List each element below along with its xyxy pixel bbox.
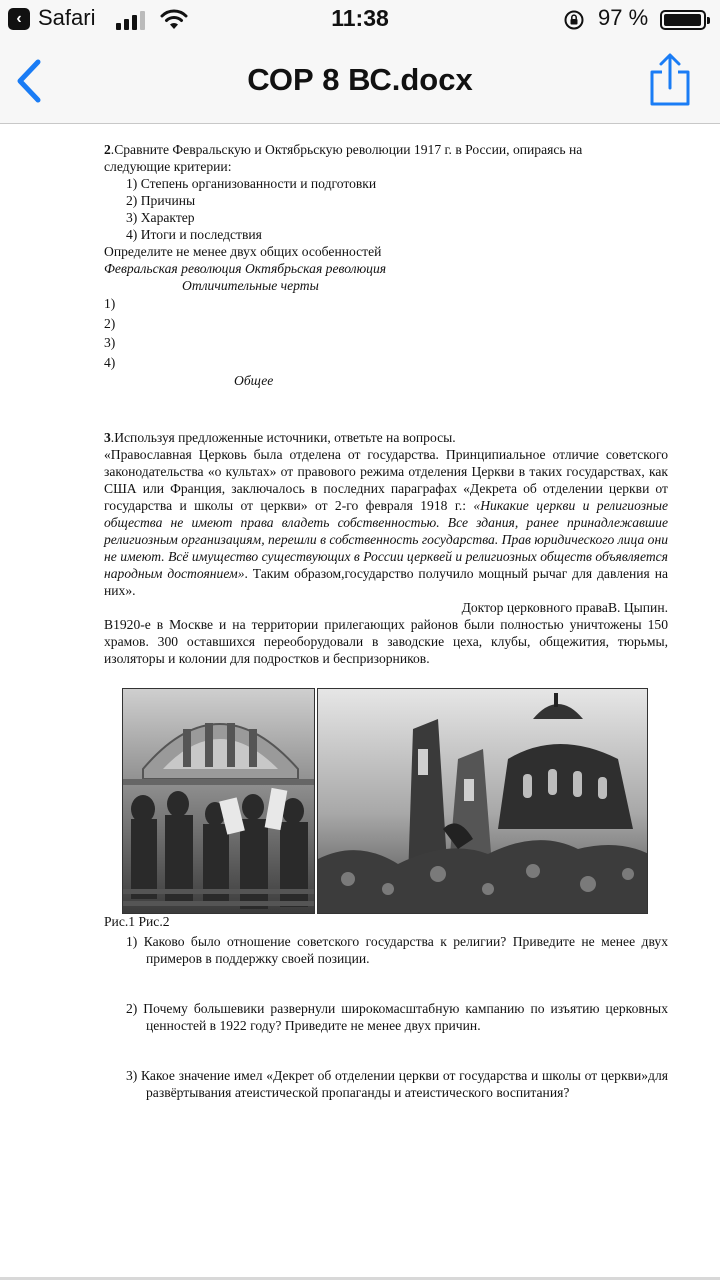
common-label: Общее bbox=[234, 373, 274, 388]
document-title: СОР 8 ВС.docx bbox=[247, 62, 473, 97]
question-list bbox=[126, 933, 668, 1101]
task2-intro-cont: следующие критерии: bbox=[104, 159, 232, 174]
question-item: 2) Почему большевики развернули широкомасштабную кампанию по изъятию церковных ценностей в 1922 году? Приведите не менее двух причин. bbox=[126, 1001, 668, 1033]
table-header: Февральская революция Октябрьская революция bbox=[104, 261, 387, 276]
navigation-bar bbox=[0, 40, 720, 124]
battery-icon bbox=[660, 10, 706, 30]
task3-intro: 3.Используя предложенные источники, ответьте на вопросы. bbox=[104, 430, 456, 445]
photo-figure-2 bbox=[317, 688, 648, 914]
document-body bbox=[104, 141, 668, 667]
question-item: 3) Какое значение имел «Декрет об отделении церкви от государства и школы от церкви»для развёртывания атеистической пропаганды и атеистического воспитания? bbox=[126, 1068, 668, 1100]
task2-intro: 2.Сравните Февральскую и Октябрьскую революции 1917 г. в России, опираясь на bbox=[104, 142, 583, 157]
criterion-item: 3) Характер bbox=[126, 210, 195, 225]
criterion-item: 1) Степень организованности и подготовки bbox=[126, 176, 377, 191]
source-quote: «Православная Церковь была отделена от государства. Принципиальное отличие советского законодательства «о культах» от правового режима отделения Церкви в таких государствах, как США или Франция, заключалось в последних параграфах «Декрета об отделении церкви от государства и школы от церкви» от 2-го февраля 1918 г.: «Никакие церкви и религиозные общества не имеют права владеть собственностью. Все здания, ранее принадлежавшие религиозным организациям, перешли в собственность государства. Прав юридического лица они не имеют. Всё имущество существующих в России церквей и религиозных обществ объявляется народным достоянием». Таким образом,государство получило мощный рычаг для давления на них». bbox=[104, 447, 668, 598]
photo-pair bbox=[122, 688, 648, 914]
battery-percent: 97 % bbox=[598, 5, 649, 30]
table-row-number: 3) bbox=[104, 335, 116, 350]
figure-captions: Рис.1 Рис.2 bbox=[104, 914, 170, 929]
criterion-item: 2) Причины bbox=[126, 193, 196, 208]
status-time: 11:38 bbox=[331, 5, 389, 31]
quote-attribution: Доктор церковного праваВ. Цыпин. bbox=[461, 600, 668, 615]
status-bar bbox=[0, 0, 720, 40]
table-row-number: 2) bbox=[104, 315, 116, 331]
criterion-item: 4) Итоги и последствия bbox=[126, 227, 262, 242]
table-row-number: 1) bbox=[104, 296, 116, 311]
table-row-number: 4) bbox=[104, 354, 116, 370]
rotation-lock-icon bbox=[563, 9, 585, 31]
task2-closing: Определите не менее двух общих особенностей bbox=[104, 244, 382, 259]
back-arrow-icon[interactable]: ‹ bbox=[8, 8, 30, 30]
photo-figure-1 bbox=[122, 688, 315, 914]
status-app-name[interactable]: Safari bbox=[38, 5, 96, 30]
table-subheader: Отличительные черты bbox=[182, 278, 319, 293]
question-item: 1) Каково было отношение советского государства к религии? Приведите не менее двух примеров в поддержку своей позиции. bbox=[126, 934, 668, 966]
source-paragraph: В1920-е в Москве и на территории прилегающих районов были полностью уничтожены 150 храмов. 300 оставшихся переоборудовали в заводские цеха, клубы, общежития, тюрьмы, изоляторы и колонии для подростков и беспризорников. bbox=[104, 617, 668, 666]
share-icon[interactable] bbox=[648, 52, 692, 108]
